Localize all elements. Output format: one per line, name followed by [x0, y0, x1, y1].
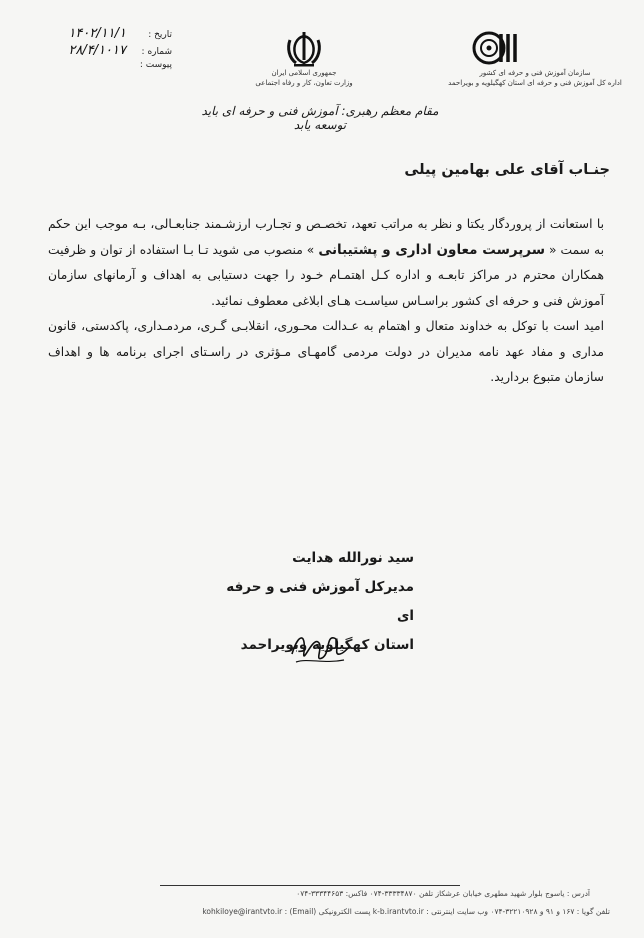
leader-motto: مقام معظم رهبری: آموزش فنی و حرفه ای باید توسعه یابد	[201, 104, 439, 132]
date-row	[22, 26, 172, 43]
organization-logo-icon	[470, 26, 522, 70]
letter-body	[48, 212, 604, 391]
number-label: شماره :	[141, 47, 172, 57]
paragraph-text: با استعانت از پروردگار یکتا و نظر به مراتب تعهد، تخصـص و تجـارب ارزشـمند جنابعـالی، بـه موجب این حکم به سمت «	[48, 217, 604, 257]
signatory-name: سید نورالله هدایت	[292, 550, 414, 566]
ministry-line: جمهوری اسلامی ایران	[271, 69, 337, 77]
ministry-line: وزارت تعاون، کار و رفاه اجتماعی	[255, 79, 353, 87]
organization-name	[440, 68, 630, 88]
closing-paragraph: امید است با توکل به خداوند متعال و اهتمام به عـدالت محـوری، انقلابـی گـری، مردمـداری، پاکدستی، قانون مداری و مفاد عهد نامه مدیران در دولت مردمی گامهـای مـؤثری در راسـتای اجرای برنامه ها و اهداف سازمان متبوع بردارید.	[48, 319, 604, 384]
footer-divider	[160, 885, 460, 886]
attachment-row	[22, 60, 172, 77]
signatory-title: مدیرکل آموزش فنی و حرفه ای	[226, 579, 414, 624]
appointed-role: سرپرست معاون اداری و پشتیبانی	[318, 241, 545, 258]
ministry-name	[236, 68, 372, 88]
letter-meta	[22, 26, 172, 77]
attachment-label: پیوست :	[139, 60, 172, 70]
appointment-paragraph	[48, 212, 604, 314]
org-line: سازمان آموزش فنی و حرفه ای کشور	[479, 69, 591, 77]
footer-address: آدرس : یاسوج بلوار شهید مطهری خیابان عرشکاز تلفن ۳۳۳۳۴۸۷۰-۰۷۴ فاکس: ۳۳۳۴۴۶۵۳-۰۷۴	[296, 889, 590, 898]
number-value: ۲۸/۴/۱۰۱۷	[68, 43, 126, 58]
signatory-province: استان کهگیلویه وبویراحمد	[240, 637, 414, 653]
iran-emblem-icon	[284, 30, 324, 68]
recipient-heading: جنـاب آقای علی بهامین پیلی	[404, 162, 610, 178]
org-line: اداره کل آموزش فنی و حرفه ای استان کهگیلویه و بویراحمد	[448, 79, 622, 87]
handwritten-signature-icon	[284, 624, 354, 674]
paragraph-text: » منصوب می شوید تـا بـا استفاده از توان و ظرفیت همکاران محترم در مراکز تابعـه و اداره کـل اهتمـام خـود را جهت دستیابی به اهداف و آرمانهای سازمان آموزش فنی و حرفه ای کشور براسـاس سیاسـت هـای ابلاغی معطوف نمائید.	[48, 242, 604, 308]
date-value: ۱۴۰۲/۱۱/۱	[68, 26, 126, 41]
footer-contact: تلفن گویا : ۱۶۷ و ۹۱ و ۳۲۲۱۰۹۲۸-۰۷۴ وب سایت اینترنتی : k-b.irantvto.ir پست الکترونیکی (Email) : kohkiloye@irantvto.ir	[202, 907, 610, 916]
number-row	[22, 43, 172, 60]
date-label: تاریخ :	[148, 30, 172, 40]
